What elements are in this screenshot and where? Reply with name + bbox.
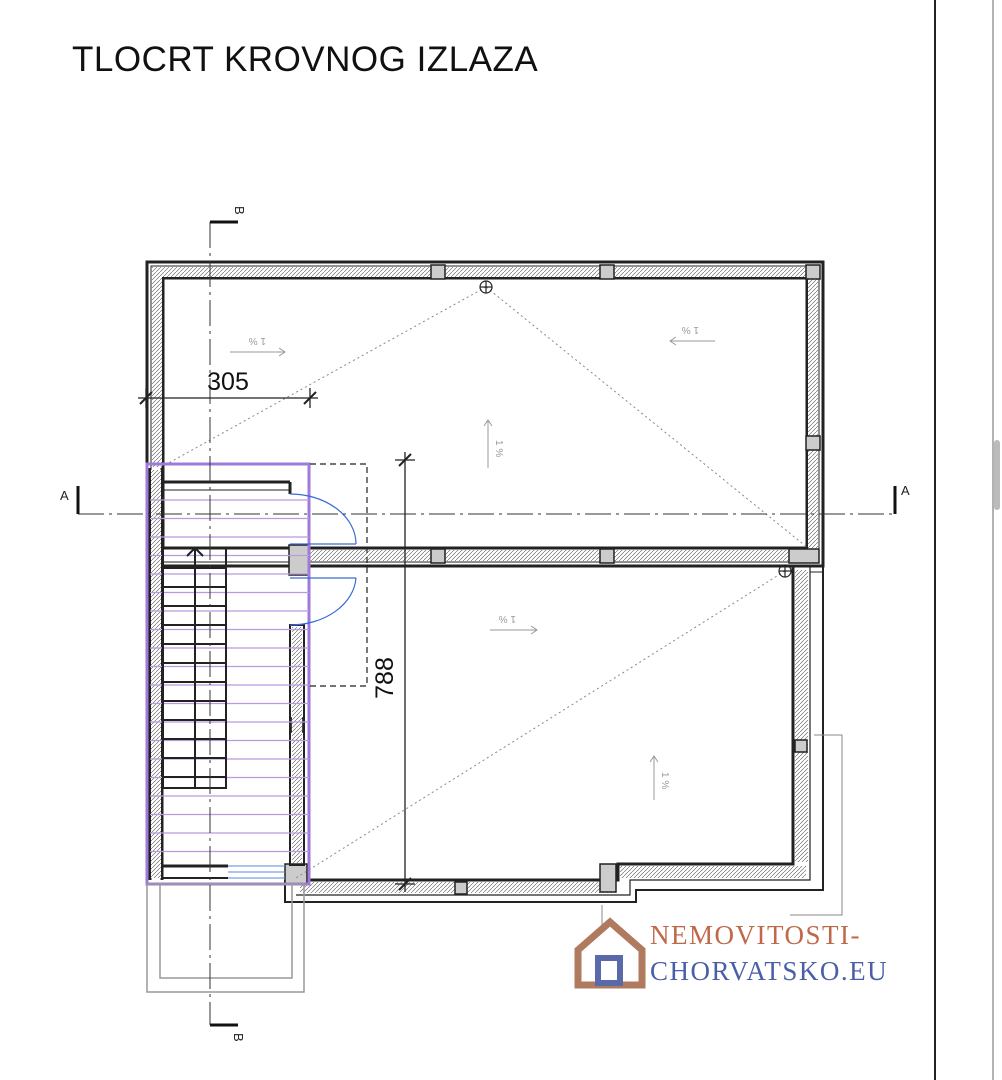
slope-label: 1 % xyxy=(659,772,670,790)
stair-flight xyxy=(163,548,226,788)
roof-drain-icon xyxy=(779,565,791,577)
dimension-height-label: 788 xyxy=(371,657,399,699)
stairwell-highlight xyxy=(147,464,309,884)
upper-room-walls xyxy=(147,262,823,566)
watermark-line-2: CHORVATSKO.EU xyxy=(650,956,889,986)
slope-label: 1 % xyxy=(248,335,266,346)
slope-label: 1 % xyxy=(681,324,699,335)
section-line-b xyxy=(210,222,238,1025)
watermark-logo xyxy=(578,920,888,986)
dimension-width-label: 305 xyxy=(207,368,249,396)
roof-drain-icon xyxy=(480,281,492,293)
section-a-left-label: A xyxy=(60,488,69,503)
landing-outline xyxy=(147,884,304,992)
lower-room-walls xyxy=(285,566,823,902)
section-b-top-label: B xyxy=(232,206,247,215)
drain-slope-lines xyxy=(165,287,808,878)
lower-wall-hatch xyxy=(300,570,808,893)
section-b-bottom-label: B xyxy=(231,1033,246,1042)
watermark-line-1: NEMOVITOSTI- xyxy=(650,920,861,950)
scrollbar-thumb[interactable] xyxy=(994,440,1000,510)
structural-columns xyxy=(285,265,820,894)
stair-treads xyxy=(150,500,309,852)
dashed-outline xyxy=(310,464,367,686)
slope-label: 1 % xyxy=(498,613,516,624)
house-logo-icon xyxy=(578,922,642,985)
slope-label: 1 % xyxy=(493,440,504,458)
section-a-right-label: A xyxy=(901,483,910,498)
plan-title: TLOCRT KROVNOG IZLAZA xyxy=(72,40,539,79)
upper-wall-hatch xyxy=(152,267,818,561)
